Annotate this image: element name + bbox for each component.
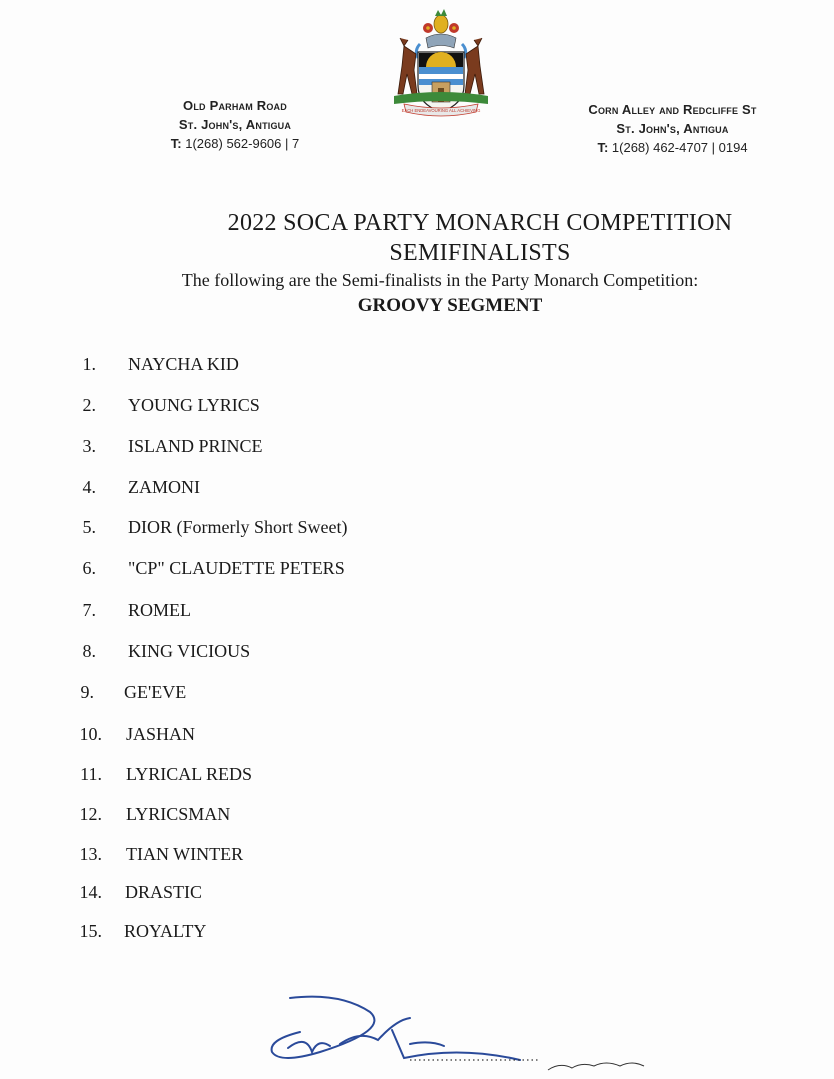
list-item-name: ISLAND PRINCE xyxy=(128,436,263,456)
right-address-street: Corn Alley and Redcliffe St xyxy=(588,102,757,117)
list-item-number: 6. xyxy=(82,558,96,578)
list-item-name: NAYCHA KID xyxy=(128,354,239,374)
right-address-city: St. John's, Antigua xyxy=(616,121,729,136)
list-item-number: 8. xyxy=(82,641,96,661)
list-item-name: JASHAN xyxy=(126,724,196,744)
right-address xyxy=(560,100,785,157)
list-item-number: 2. xyxy=(82,395,96,415)
list-item-name: "CP" CLAUDETTE PETERS xyxy=(128,558,345,578)
list-item-number: 9. xyxy=(80,682,94,702)
left-address-street: Old Parham Road xyxy=(183,98,287,113)
list-item-name: TIAN WINTER xyxy=(126,844,244,864)
right-phone-number: 1(268) 462-4707 | 0194 xyxy=(611,140,748,155)
list-item-name: DRASTIC xyxy=(125,882,203,902)
list-item-number: 11. xyxy=(80,764,102,784)
list-item-number: 13. xyxy=(79,844,102,864)
right-phone-label: T: xyxy=(597,140,609,155)
crest-motto: EACH ENDEAVOURING ALL ACHIEVING xyxy=(401,108,481,113)
list-item-number: 3. xyxy=(82,436,96,456)
document-title: 2022 SOCA PARTY MONARCH COMPETITION xyxy=(227,210,733,236)
list-item-name: ZAMONI xyxy=(128,477,200,497)
list-item-name: ROMEL xyxy=(128,600,191,620)
list-item-name: ROYALTY xyxy=(124,921,207,941)
left-phone-label: T: xyxy=(170,136,182,151)
list-item-name: YOUNG LYRICS xyxy=(128,395,260,415)
list-item-name: GE'EVE xyxy=(124,682,187,702)
list-item-number: 12. xyxy=(79,804,102,824)
left-address xyxy=(140,96,330,153)
list-item-number: 15. xyxy=(79,921,102,941)
list-item-number: 1. xyxy=(82,354,96,374)
signature-icon xyxy=(260,990,660,1076)
list-item-name: DIOR (Formerly Short Sweet) xyxy=(128,517,348,537)
segment-heading: GROOVY SEGMENT xyxy=(357,295,543,316)
list-item-name: KING VICIOUS xyxy=(128,641,251,661)
left-address-phone-line xyxy=(140,134,330,153)
left-address-city: St. John's, Antigua xyxy=(178,117,292,132)
list-item-number: 7. xyxy=(82,600,96,620)
intro-text: The following are the Semi-finalists in the Party Monarch Competition: xyxy=(181,270,699,290)
coat-of-arms-icon xyxy=(388,8,494,132)
list-item-number: 14. xyxy=(79,882,102,902)
list-item-number: 5. xyxy=(82,517,96,537)
list-item-number: 10. xyxy=(79,724,102,744)
right-address-phone-line xyxy=(560,138,785,157)
document-subtitle: SEMIFINALISTS xyxy=(389,240,571,266)
list-item-name: LYRICAL REDS xyxy=(126,764,253,784)
list-item-number: 4. xyxy=(82,477,96,497)
list-item-name: LYRICSMAN xyxy=(126,804,231,824)
left-phone-number: 1(268) 562-9606 | 7 xyxy=(185,136,300,151)
